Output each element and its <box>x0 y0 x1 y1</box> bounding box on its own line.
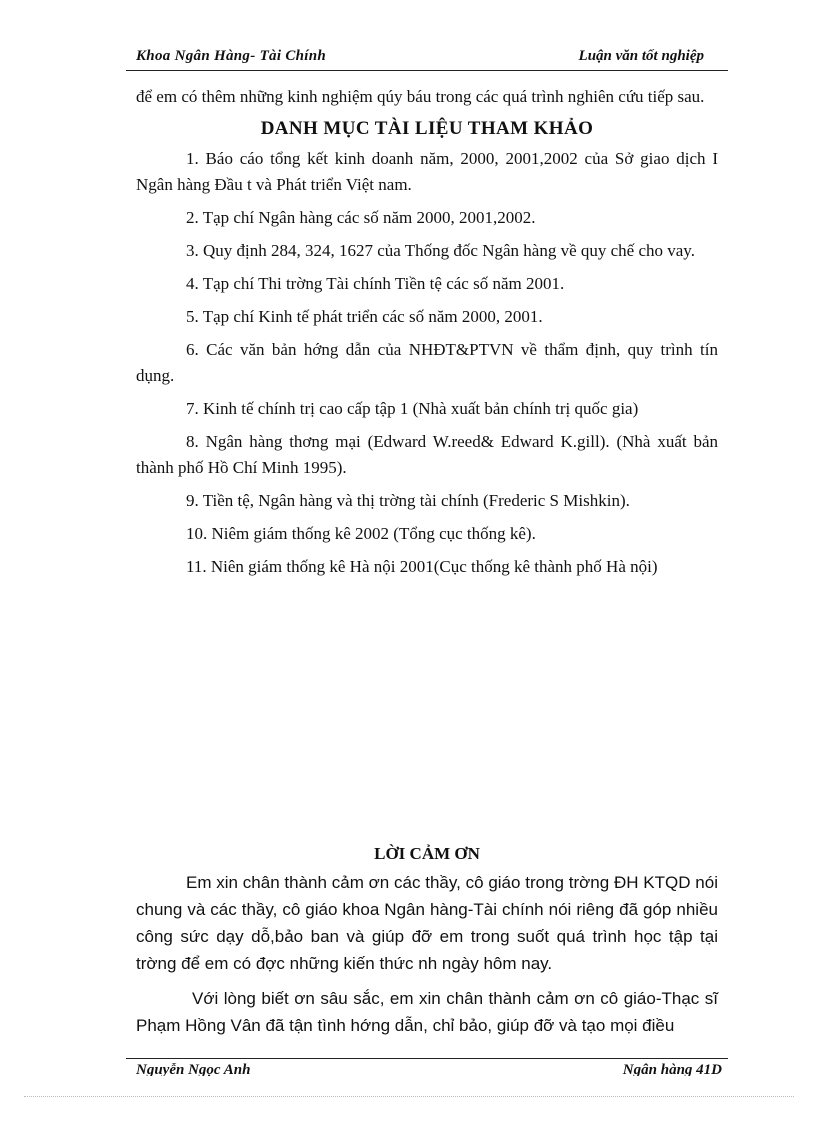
reference-item: 2. Tạp chí Ngân hàng các số năm 2000, 2001,2002. <box>186 208 536 227</box>
footer-rule <box>126 1058 728 1059</box>
acknowledgement-section <box>136 840 718 1039</box>
header-document-type: Luận văn tốt nghiệp <box>578 48 704 64</box>
acknowledgement-paragraph: Em xin chân thành cảm ơn các thầy, cô giáo trong trờng ĐH KTQD nói chung và các thầy, cô giáo khoa Ngân hàng-Tài chính nói riêng đã góp nhiều công sức dạy dỗ,bảo ban và giúp đỡ em trong suốt quá trình học tập tại trờng để em có đợc những kiến thức nh ngày hôm nay. <box>136 873 718 973</box>
footer-author: Nguyễn Ngọc Anh <box>136 1062 251 1076</box>
intro-text: để em có thêm những kinh nghiệm qúy báu trong các quá trình nghiên cứu tiếp sau. <box>136 87 705 106</box>
reference-item: 4. Tạp chí Thi trờng Tài chính Tiền tệ các số năm 2001. <box>186 274 565 293</box>
page-header <box>136 48 728 70</box>
header-rule <box>126 70 728 71</box>
reference-item: 11. Niên giám thống kê Hà nội 2001(Cục thống kê thành phố Hà nội) <box>186 557 658 576</box>
acknowledgement-title: LỜI CẢM ƠN <box>374 844 480 863</box>
reference-item: 10. Niêm giám thống kê 2002 (Tổng cục thống kê). <box>186 524 536 543</box>
page-edge-divider <box>24 1096 794 1097</box>
main-content <box>136 84 718 587</box>
reference-item: 1. Báo cáo tổng kết kinh doanh năm, 2000, 2001,2002 của Sở giao dịch I Ngân hàng Đầu t và Phát triển Việt nam. <box>136 149 718 194</box>
references-title: DANH MỤC TÀI LIỆU THAM KHẢO <box>260 118 594 139</box>
footer-class: Ngân hàng 41D <box>622 1062 722 1076</box>
header-faculty: Khoa Ngân Hàng- Tài Chính <box>136 48 327 64</box>
reference-item: 8. Ngân hàng thơng mại (Edward W.reed& Edward K.gill). (Nhà xuất bản thành phố Hồ Chí Minh 1995). <box>136 432 718 477</box>
acknowledgement-paragraph: Với lòng biết ơn sâu sắc, em xin chân thành cảm ơn cô giáo-Thạc sĩ Phạm Hồng Vân đã tận tình hớng dẫn, chỉ bảo, giúp đỡ và tạo mọi điều <box>136 989 718 1035</box>
reference-item: 7. Kinh tế chính trị cao cấp tập 1 (Nhà xuất bản chính trị quốc gia) <box>186 399 639 418</box>
page-footer <box>136 1062 728 1076</box>
reference-item: 6. Các văn bản hớng dẫn của NHĐT&PTVN về thẩm định, quy trình tín dụng. <box>136 340 718 385</box>
reference-item: 3. Quy định 284, 324, 1627 của Thống đốc Ngân hàng về quy chế cho vay. <box>186 241 695 260</box>
reference-item: 9. Tiền tệ, Ngân hàng và thị trờng tài chính (Frederic S Mishkin). <box>186 491 630 510</box>
reference-item: 5. Tạp chí Kinh tế phát triển các số năm 2000, 2001. <box>186 307 543 326</box>
